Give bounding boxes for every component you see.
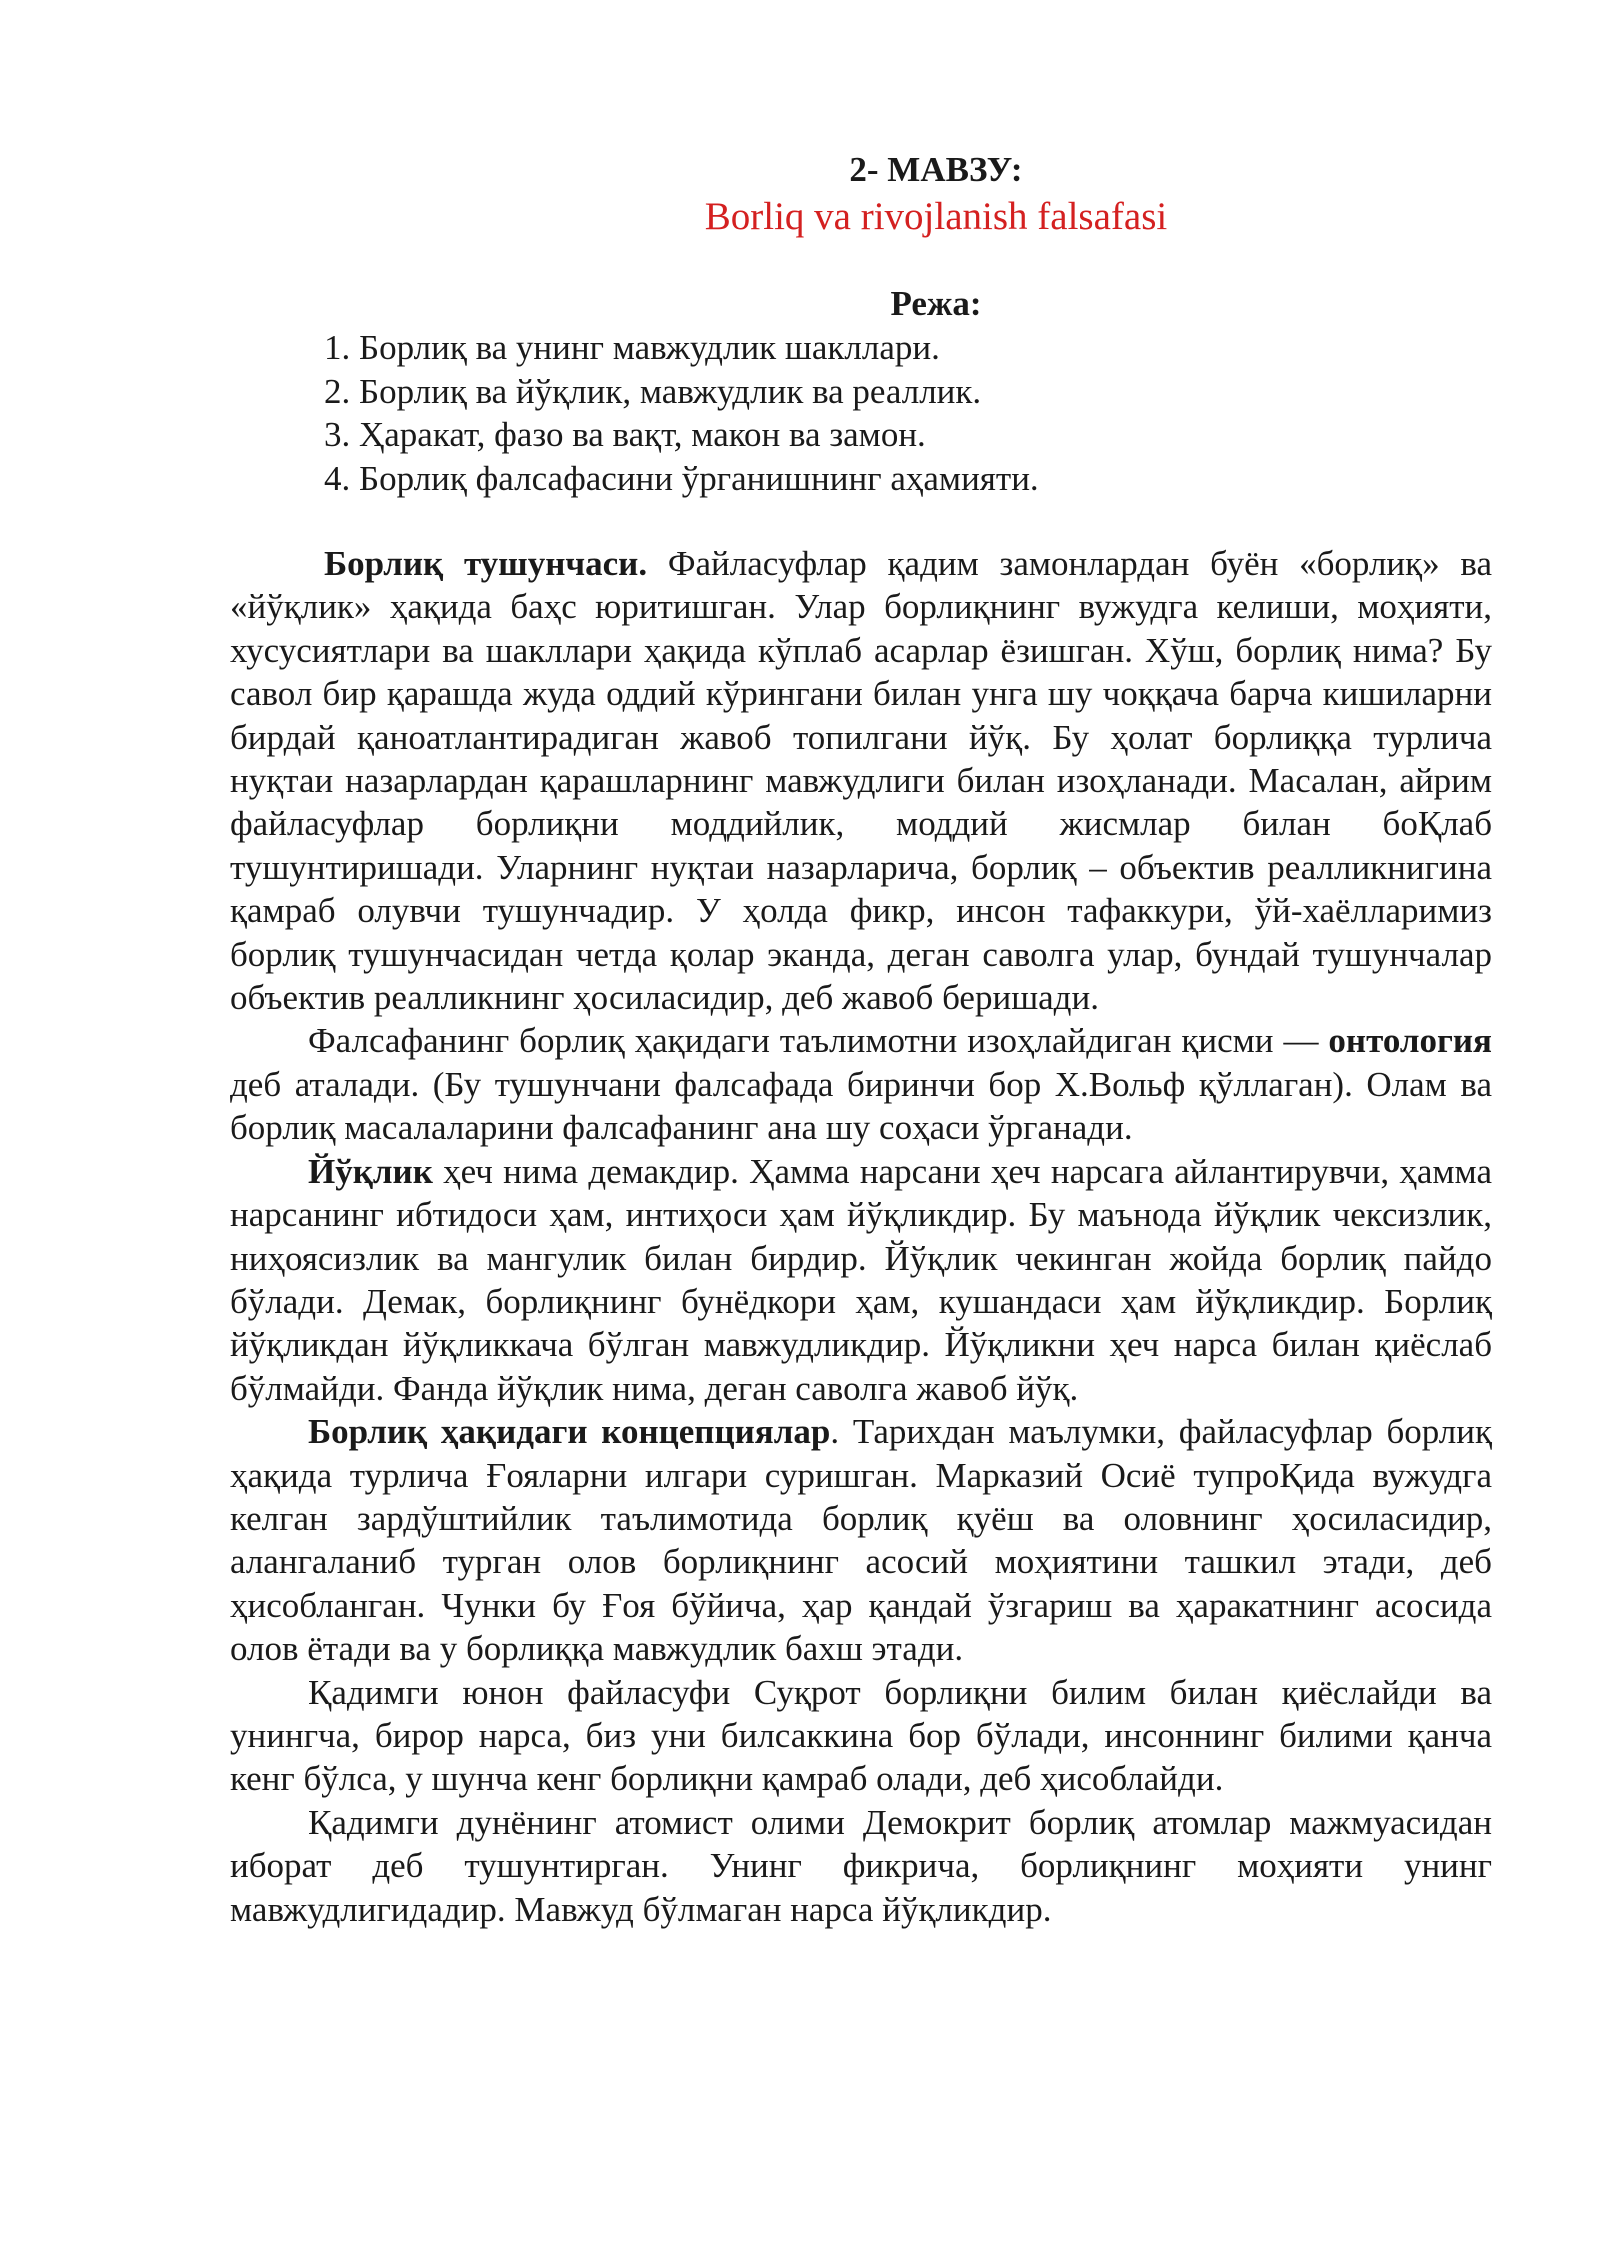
plan-heading: Режа: [890,284,982,323]
term-ontology: онтология [1328,1021,1492,1061]
paragraph-ontology [230,1019,1492,1149]
paragraph-text: Қадимги дунёнинг атомист олими Демокрит борлиқ атомлар мажмуасидан иборат деб тушунтирган. Унинг фикрича, борлиқнинг моҳияти унинг мавжудлигидадир. Мавжуд бўлмаган нарса йўқликдир. [230,1802,1492,1929]
body-text [230,542,1492,1931]
paragraph-democritus [230,1801,1492,1931]
document-page [230,148,1492,1931]
paragraph-borliq-concept [230,542,1492,1019]
plan-list [230,326,1492,500]
paragraph-text: ҳеч нима демакдир. Ҳамма нарсани ҳеч нарсага айлантирувчи, ҳамма нарсанинг ибтидоси ҳам, интиҳоси ҳам йўқликдир. Бу маънода йўқлик чексизлик, ниҳоясизлик ва мангулик билан бирдир. Йўқлик чекинган жойда борлиқ пайдо бўлади. Демак, борлиқнинг бунёдкори ҳам, кушандаси ҳам йўқликдир. Борлиқ йўқликдан йўқликкача бўлган мавжудликдир. Йўқликни ҳеч нарса билан қиёслаб бўлмайди. Фанда йўқлик нима, деган саволга жавоб йўқ. [230,1151,1492,1408]
plan-item: 3. Ҳаракат, фазо ва вақт, макон ва замон. [324,415,926,454]
paragraph-text: . Тарихдан маълумки, файласуфлар борлиқ ҳақида турлича Ғояларни илгари суришган. Марказий Осиё тупроҚида вужудга келган зардўштийлик таълимотида борлиқ қуёш ва оловнинг ҳосиласидир, алангаланиб турган олов борлиқнинг асосий моҳиятини ташкил этади, деб ҳисобланган. Чунки бу Ғоя бўйича, ҳар қандай ўзгариш ва ҳаракатнинг асосида олов ётади ва у борлиққа мавжудлик бахш этади. [230,1412,1492,1669]
paragraph-concepts [230,1410,1492,1670]
paragraph-yoqlik [230,1150,1492,1410]
paragraph-text: Қадимги юнон файласуфи Суқрот борлиқни билим билан қиёслайди ва унингча, бирор нарса, биз уни билсаккина бор бўлади, инсоннинг билими қанча кенг бўлса, у шунча кенг борлиқни қамраб олади, деб ҳисоблайди. [230,1672,1492,1799]
paragraph-text: деб аталади. (Бу тушунчани фалсафада биринчи бор Х.Вольф қўллаган). Олам ва борлиқ масалаларини фалсафанинг ана шу соҳаси ўрганади. [230,1064,1492,1148]
plan-item: 2. Борлиқ ва йўқлик, мавжудлик ва реаллик. [324,371,982,411]
plan-item: 4. Борлиқ фалсафасини ўрганишнинг аҳамияти. [324,458,1039,498]
topic-title: Borliq va rivojlanish falsafasi [704,195,1168,238]
paragraph-lead: Борлиқ тушунчаси. [324,544,648,583]
paragraph-text: Фалсафанинг борлиқ ҳақидаги таълимотни изоҳлайдиган қисми — [308,1021,1329,1061]
plan-item: 1. Борлиқ ва унинг мавжудлик шакллари. [324,328,940,367]
paragraph-lead: Борлиқ ҳақидаги концепциялар [308,1412,831,1452]
paragraph-lead: Йўқлик [308,1151,433,1191]
topic-number: 2- МАВЗУ: [849,150,1023,189]
paragraph-socrates [230,1671,1492,1801]
paragraph-text: Файласуфлар қадим замонлардан буён «борлиқ» ва «йўқлик» ҳақида баҳс юритишган. Улар борлиқнинг вужудга келиши, моҳияти, хусусиятлари ва шакллари ҳақида кўплаб асарлар ёзишган. Хўш, борлиқ нима? Бу савол бир қарашда жуда оддий кўрингани билан унга шу чоққача барча кишиларни бирдай қаноатлантирадиган жавоб топилгани йўқ. Бу ҳолат борлиққа турлича нуқтаи назарлардан қарашларнинг мавжудлиги билан изоҳланади. Масалан, айрим файласуфлар борлиқни моддийлик, моддий жисмлар билан боҚлаб тушунтиришади. Уларнинг нуқтаи назарларича, борлиқ – объектив реалликнигина қамраб олувчи тушунчадир. У ҳолда фикр, инсон тафаккури, ўй-хаёлларимиз борлиқ тушунчасидан четда қолар эканда, деган саволга улар, бундай тушунчалар объектив реалликнинг ҳосиласидир, деб жавоб беришади. [230,544,1492,1018]
